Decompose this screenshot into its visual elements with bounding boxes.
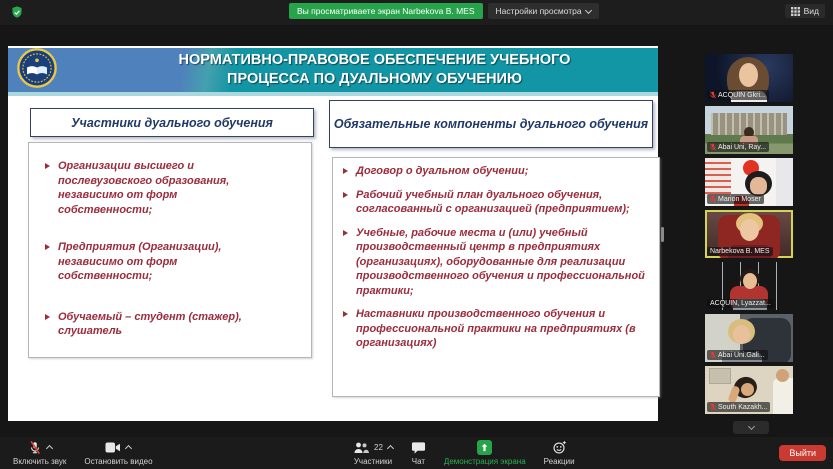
- participant-name-label: Abai Uni, Ray...: [707, 142, 769, 152]
- bullet-arrow-icon: [343, 192, 348, 198]
- list-item: Учебные, рабочие места и (или) учебный производственный центр в предприятиях (организациях), оборудованные для реализации производственного обучения и профессиональной практики;: [341, 226, 651, 299]
- participant-name-label: Marion Moser: [707, 194, 764, 204]
- list-item: Обучаемый – студент (стажер), слушатель: [43, 310, 273, 339]
- participant-video-tile[interactable]: [705, 262, 793, 310]
- bullet-arrow-icon: [45, 244, 50, 250]
- view-button-label: Вид: [803, 6, 819, 16]
- participants-button[interactable]: 22 Участники: [344, 437, 402, 469]
- slide-title: [103, 51, 646, 89]
- share-screen-button[interactable]: Демонстрация экрана: [435, 437, 535, 469]
- chevron-up-icon[interactable]: [125, 445, 132, 452]
- muted-mic-icon: [710, 143, 716, 151]
- participant-video-tile[interactable]: [705, 54, 793, 102]
- chevron-up-icon[interactable]: [387, 445, 394, 452]
- muted-mic-icon: [710, 351, 716, 359]
- encryption-shield-icon: [10, 5, 24, 20]
- university-emblem-logo: [17, 48, 57, 88]
- list-item: Организации высшего и послевузовского образования, независимо от форм собственности;: [43, 159, 273, 217]
- bullet-arrow-icon: [343, 230, 348, 236]
- camera-icon: [105, 441, 121, 454]
- unmute-button[interactable]: Включить звук: [4, 437, 75, 469]
- slide-title-line1: НОРМАТИВНО-ПРАВОВОЕ ОБЕСПЕЧЕНИЕ УЧЕБНОГО: [178, 52, 571, 68]
- participant-name-label: Narbekova B. MES: [707, 247, 773, 256]
- participant-video-tile[interactable]: [705, 158, 793, 206]
- muted-mic-icon: [710, 91, 716, 99]
- bullet-arrow-icon: [343, 168, 348, 174]
- participant-name-label: Abai Uni.Gali...: [707, 350, 768, 360]
- right-column-list: [332, 157, 660, 397]
- muted-mic-icon: [710, 403, 716, 411]
- participants-icon: [353, 441, 369, 455]
- chevron-up-icon[interactable]: [46, 445, 53, 452]
- slide-header-underline: [8, 92, 658, 96]
- view-button[interactable]: [785, 4, 825, 18]
- participant-video-tile-active-speaker[interactable]: [705, 210, 793, 258]
- view-settings-button[interactable]: [488, 3, 599, 19]
- shared-screen-slide: [8, 46, 658, 421]
- chat-button[interactable]: Чат: [402, 437, 435, 469]
- chevron-down-icon: [585, 6, 592, 13]
- list-item: Рабочий учебный план дуального обучения, согласованный с организацией (предприятием);: [341, 188, 651, 217]
- collapse-video-strip-button[interactable]: [733, 421, 769, 434]
- slide-title-line2: ПРОЦЕССА ПО ДУАЛЬНОМУ ОБУЧЕНИЮ: [227, 70, 522, 87]
- bullet-arrow-icon: [343, 311, 348, 317]
- left-column-heading: Участники дуального обучения: [30, 108, 314, 137]
- screen-viewing-banner: Вы просматриваете экран Narbekova B. MES: [289, 3, 483, 19]
- participant-video-tile[interactable]: [705, 106, 793, 154]
- muted-mic-icon: [710, 195, 716, 203]
- reactions-button[interactable]: Реакции: [535, 437, 584, 469]
- participant-name-label: ACQUIN Gkri...: [707, 90, 769, 100]
- chevron-down-icon: [747, 423, 754, 430]
- muted-mic-icon: [28, 440, 42, 455]
- bullet-arrow-icon: [45, 163, 50, 169]
- participants-count-badge: 22: [374, 443, 383, 452]
- participant-video-tile[interactable]: [705, 314, 793, 362]
- left-column-list: [28, 142, 312, 358]
- list-item: Предприятия (Организации), независимо от форм собственности;: [43, 240, 273, 284]
- right-column-heading: Обязательные компоненты дуального обучения: [329, 100, 653, 148]
- smiley-reactions-icon: [552, 440, 567, 455]
- bullet-arrow-icon: [45, 314, 50, 320]
- meeting-top-bar: [0, 0, 833, 25]
- panel-scrollbar[interactable]: [661, 227, 664, 242]
- list-item: Договор о дуальном обучении;: [341, 164, 651, 179]
- participant-video-tile[interactable]: [705, 366, 793, 414]
- grid-view-icon: [791, 7, 800, 16]
- participant-name-label: South Kazakh...: [707, 402, 770, 412]
- list-item: Наставники производственного обучения и профессиональной практики на предприятиях (в организациях): [341, 307, 651, 351]
- view-settings-label: Настройки просмотра: [495, 6, 582, 16]
- meeting-toolbar: [0, 437, 833, 469]
- chat-bubble-icon: [411, 441, 426, 455]
- participant-name-label: ACQUIN, Lyazzat...: [707, 299, 774, 308]
- leave-meeting-button[interactable]: Выйти: [779, 445, 826, 461]
- share-screen-icon: [477, 440, 492, 455]
- stop-video-button[interactable]: Остановить видео: [75, 437, 161, 469]
